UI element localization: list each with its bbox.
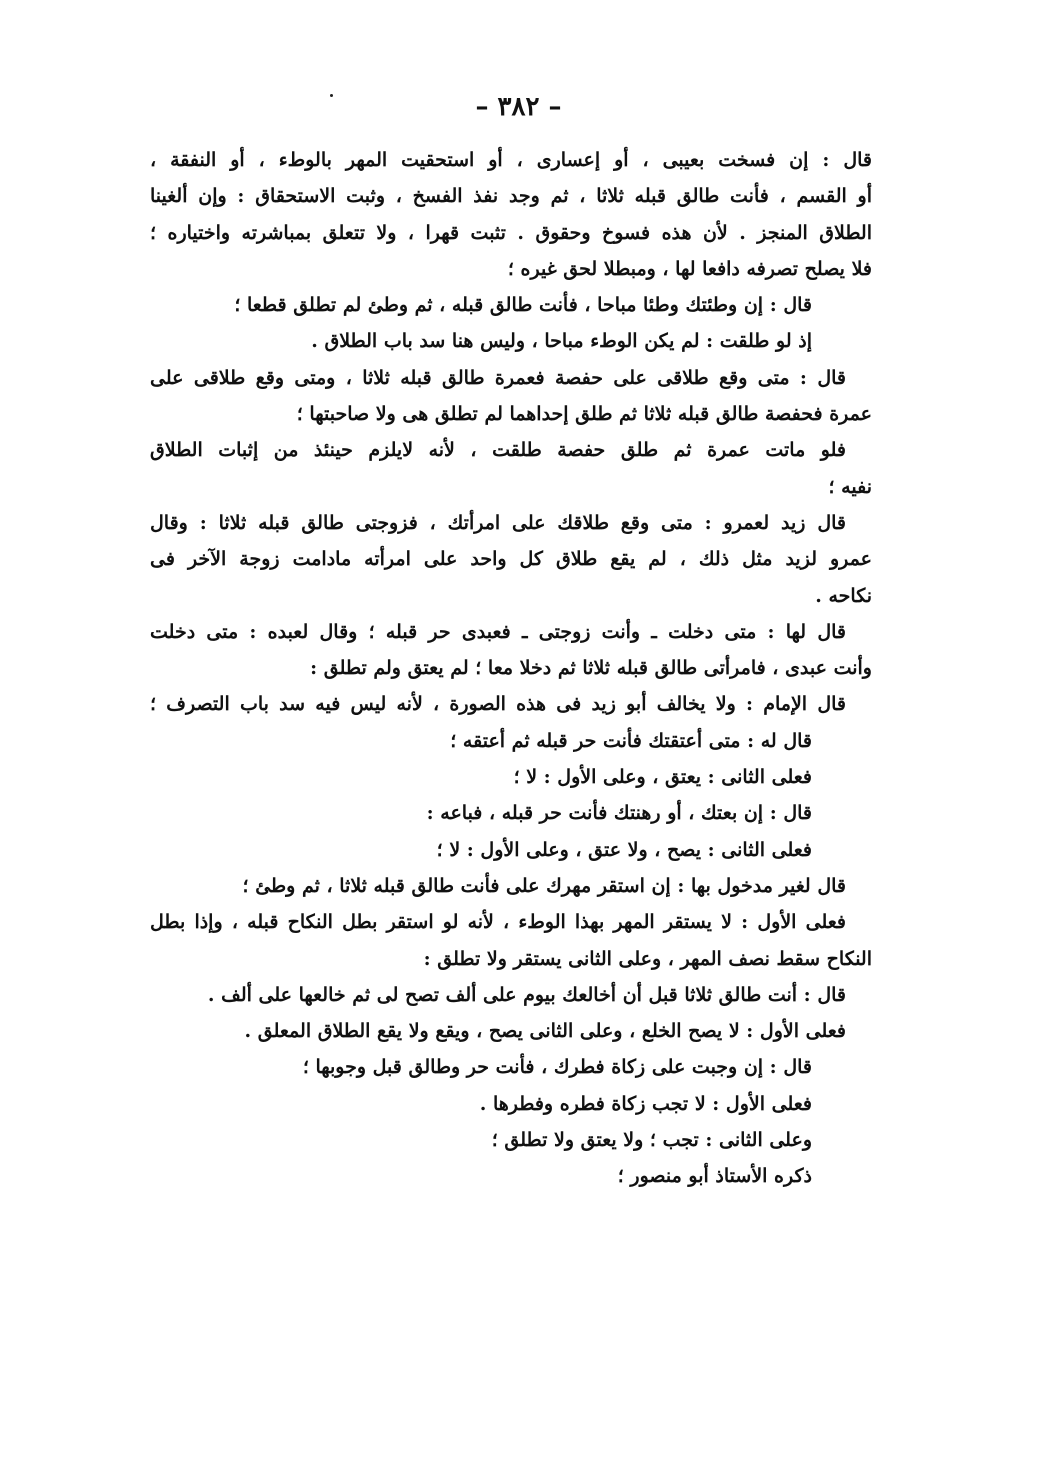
text-line-25: فعلى الأول : لا يصح الخلع ، وعلى الثانى يصح ، ويقع ولا يقع الطلاق المعلق . — [244, 1020, 846, 1043]
text-line-18: فعلى الثانى : يعتق ، وعلى الأول : لا ؛ — [513, 766, 812, 789]
text-line-26: قال : إن وجبت على زكاة فطرك ، فأنت حر وطالق قبل وجوبها ؛ — [302, 1056, 812, 1079]
text-line-17: قال له : متى أعتقتك فأنت حر قبله ثم أعتقه ؛ — [450, 729, 812, 752]
text-line-12: عمرو لزيد مثل ذلك ، لم يقع طلاق كل واحد على امرأته مادامت زوجة الآخر فى — [150, 548, 872, 571]
text-line-11: قال زيد لعمرو : متى وقع طلاقك على امرأتك ، فزوجتى طالق قبله ثلاثا : وقال — [150, 511, 846, 534]
text-line-21: قال لغير مدخول بها : إن استقر مهرك على فأنت طالق قبله ثلاثا ، ثم وطئ ؛ — [242, 874, 846, 897]
text-line-4: فلا يصلح تصرفه دافعا لها ، ومبطلا لحق غيره ؛ — [507, 257, 872, 280]
text-line-2: أو القسم ، فأنت طالق قبله ثلاثا ، ثم وجد نفذ الفسخ ، وثبت الاستحقاق : وإن ألغينا — [150, 185, 872, 208]
text-line-20: فعلى الثانى : يصح ، ولا عتق ، وعلى الأول : لا ؛ — [436, 838, 812, 861]
page-number: – ٣٨٢ – — [475, 92, 562, 122]
text-line-1: قال : إن فسخت بعيبى ، أو إعسارى ، أو استحقيت المهر بالوطء ، أو النفقة ، — [150, 149, 872, 171]
text-line-9: فلو ماتت عمرة ثم طلق حفصة طلقت ، لأنه لايلزم حينئذ من إثبات الطلاق — [150, 439, 846, 462]
text-line-15: وأنت عبدى ، فامرأتى طالق قبله ثلاثا ثم دخلا معا ؛ لم يعتق ولم تطلق : — [310, 657, 872, 680]
text-line-27: فعلى الأول : لا تجب زكاة فطره وفطرها . — [479, 1092, 812, 1115]
text-line-16: قال الإمام : ولا يخالف أبو زيد فى هذه الصورة ، لأنه ليس فيه سد باب التصرف ؛ — [150, 693, 846, 716]
text-line-3: الطلاق المنجز . لأن هذه فسوخ وحقوق . تثبت قهرا ، ولا تتعلق بمباشرته واختياره ؛ — [150, 221, 872, 244]
text-line-10: نفيه ؛ — [828, 475, 872, 498]
text-line-6: إذ لو طلقت : لم يكن الوطء مباحا ، وليس هنا سد باب الطلاق . — [311, 330, 812, 353]
text-line-22: فعلى الأول : لا يستقر المهر بهذا الوطء ، لأنه لو استقر بطل النكاح قبله ، وإذا بطل — [150, 911, 846, 934]
body-text — [150, 142, 872, 1195]
text-line-23: النكاح سقط نصف المهر ، وعلى الثانى يستقر ولا تطلق : — [423, 947, 872, 970]
text-line-7: قال : متى وقع طلاقى على حفصة فعمرة طالق قبله ثلاثا ، ومتى وقع طلاقى على — [150, 366, 846, 389]
text-line-5: قال : إن وطئتك وطئا مباحا ، فأنت طالق قبله ، ثم وطئ لم تطلق قطعا ؛ — [234, 294, 812, 317]
text-line-14: قال لها : متى دخلت ـ وأنت زوجتى ـ فعبدى حر قبله ؛ وقال لعبده : متى دخلت — [150, 620, 846, 643]
text-line-8: عمرة فحفصة طالق قبله ثلاثا ثم طلق إحداهما لم تطلق هى ولا صاحبتها ؛ — [296, 403, 872, 426]
text-line-28: وعلى الثانى : تجب ؛ ولا يعتق ولا تطلق ؛ — [491, 1129, 812, 1152]
text-line-19: قال : إن بعتك ، أو رهنتك فأنت حر قبله ، فباعه : — [426, 802, 812, 825]
text-line-24: قال : أنت طالق ثلاثا قبل أن أخالعك بيوم على ألف تصح لى ثم خالعها على ألف . — [207, 983, 846, 1006]
text-line-13: نكاحه . — [815, 584, 872, 607]
text-line-29: ذكره الأستاذ أبو منصور ؛ — [617, 1165, 812, 1188]
